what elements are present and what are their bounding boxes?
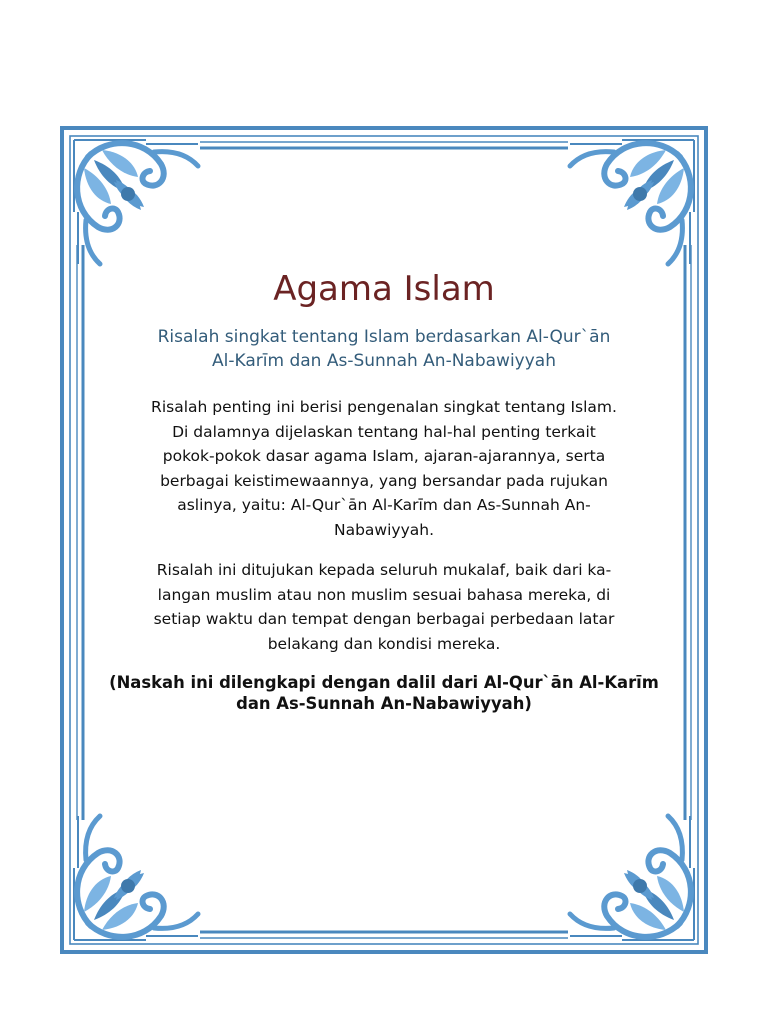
intro-paragraph: Risalah penting ini berisi pengenalan singkat tentang Islam. Di dalamnya dijelaskan tentang hal-hal penting terkait pokok-pokok dasar agama Islam, ajaran-ajarannya, serta berbagai keistimewaannya, yang bersandar pada rujukan aslinya, yaitu: Al-Qur`ān Al-Karīm dan As-Sunnah An-Nabawiyyah. bbox=[151, 398, 617, 539]
document-content bbox=[96, 270, 672, 714]
reference-note: (Naskah ini dilengkapi dengan dalil dari Al-Qur`ān Al-Karīm dan As-Sunnah An-Nabawiyyah) bbox=[109, 673, 659, 714]
document-title: Agama Islam bbox=[273, 269, 495, 309]
document-subtitle: Risalah singkat tentang Islam berdasarkan Al-Qur`ān Al-Karīm dan As-Sunnah An-Nabawiyyah bbox=[157, 327, 611, 372]
audience-paragraph: Risalah ini ditujukan kepada seluruh mukalaf, baik dari ka-langan muslim atau non muslim sesuai bahasa mereka, di setiap waktu dan tempat dengan berbagai perbedaan latar belakang dan kondisi mereka. bbox=[153, 561, 615, 653]
